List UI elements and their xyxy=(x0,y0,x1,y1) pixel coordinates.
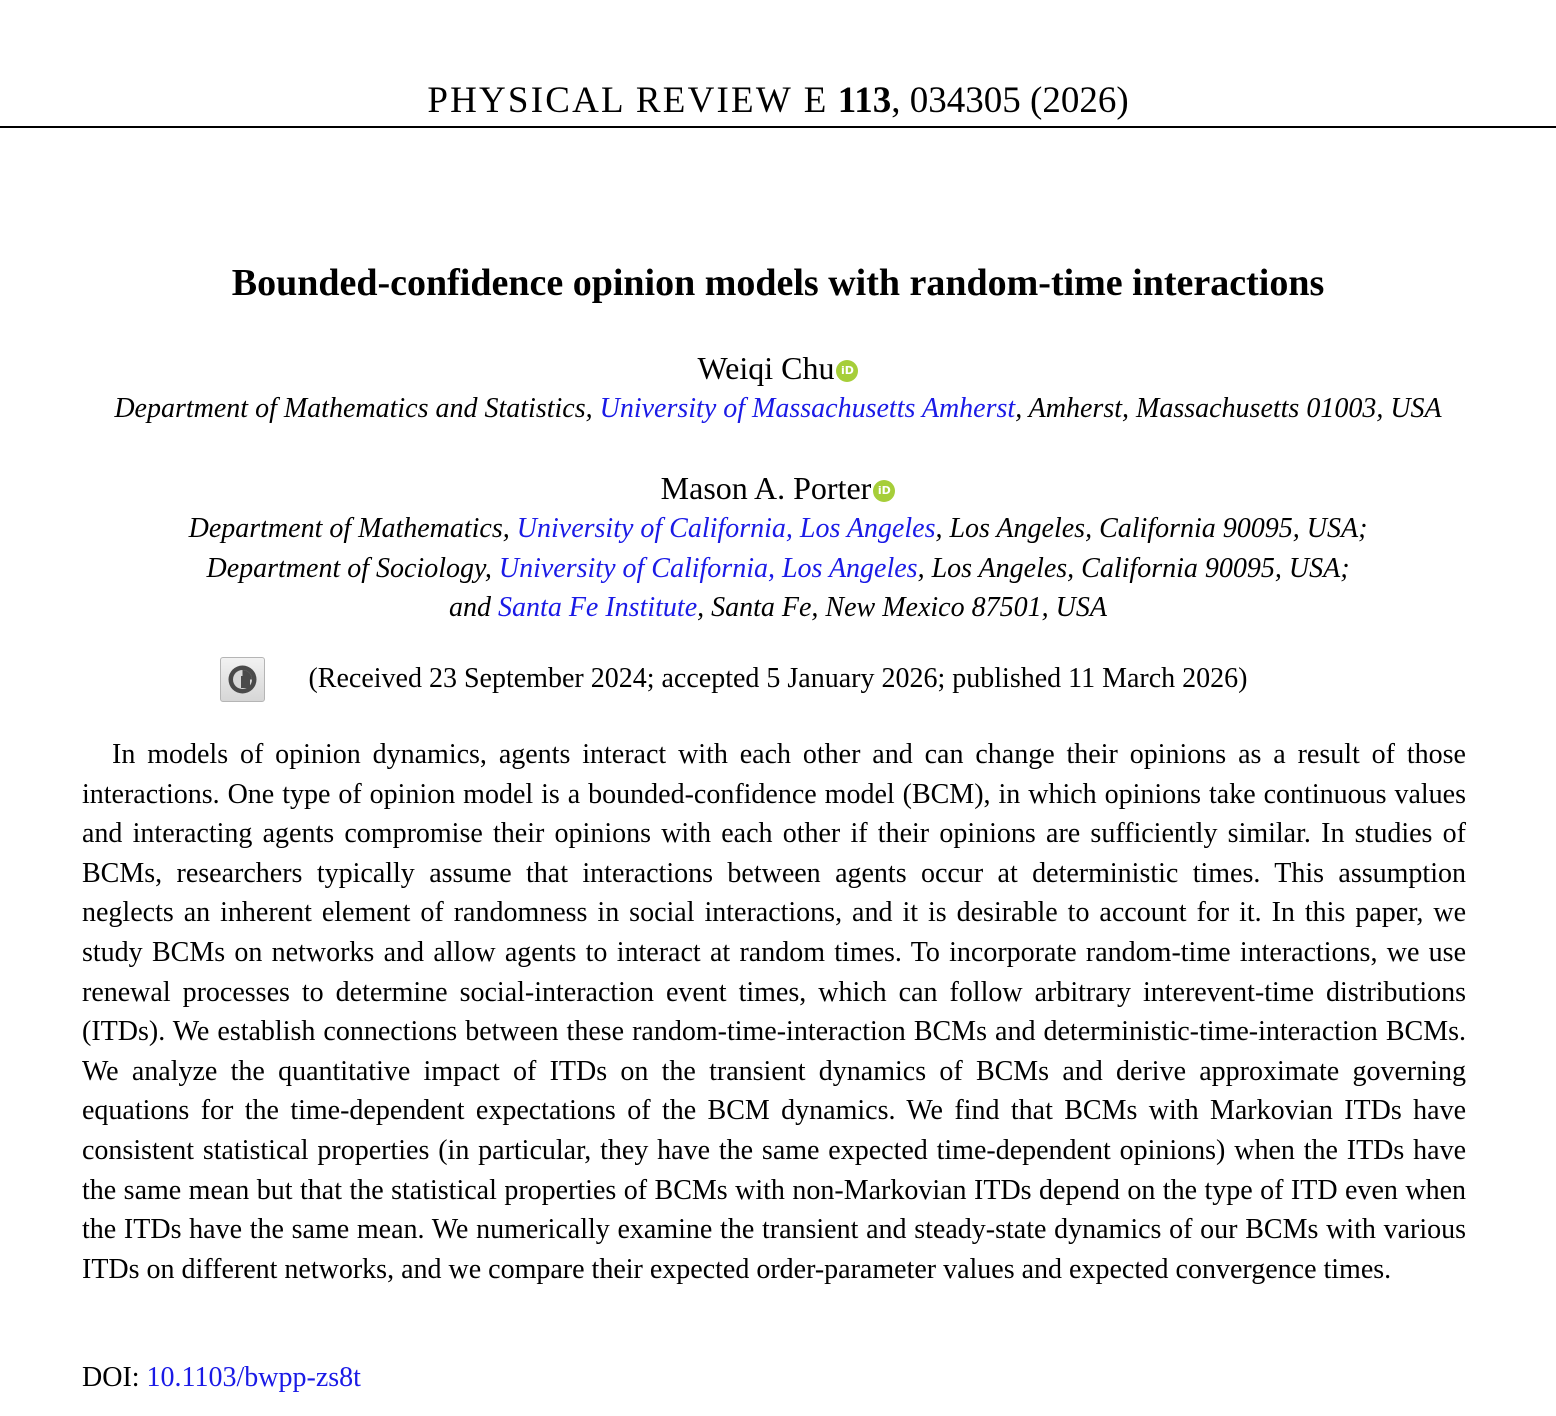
affiliation-line xyxy=(0,509,1556,549)
affiliation-line xyxy=(0,389,1556,429)
author-name: Mason A. Porter xyxy=(660,470,872,506)
doi-link[interactable]: 10.1103/bwpp-zs8t xyxy=(146,1362,361,1393)
journal-citation: , 034305 (2026) xyxy=(891,80,1129,121)
affiliation-text: , Los Angeles, California 90095, USA; xyxy=(917,553,1350,584)
orcid-icon[interactable]: iD xyxy=(836,360,858,382)
affiliation-text: Department of Mathematics and Statistics, xyxy=(114,393,600,424)
affiliation-link[interactable]: University of Massachusetts Amherst xyxy=(599,393,1016,424)
author-name-2 xyxy=(0,468,1556,508)
affiliation-line xyxy=(0,588,1556,628)
author-name-1 xyxy=(0,348,1556,388)
affiliation-line xyxy=(0,549,1556,589)
affiliation-link[interactable]: University of California, Los Angeles xyxy=(498,553,918,584)
doi-label: DOI: xyxy=(82,1362,147,1393)
journal-volume: 113 xyxy=(837,80,892,121)
journal-name: PHYSICAL REVIEW E xyxy=(427,80,829,121)
affiliation-text: , Amherst, Massachusetts 01003, USA xyxy=(1015,393,1442,424)
affiliation-text: , Los Angeles, California 90095, USA; xyxy=(935,513,1368,544)
affiliation-text: , Santa Fe, New Mexico 87501, USA xyxy=(697,592,1107,623)
author-name: Weiqi Chu xyxy=(697,350,835,386)
affiliation-text: Department of Mathematics, xyxy=(188,513,517,544)
affiliation-link[interactable]: Santa Fe Institute xyxy=(498,592,698,623)
orcid-icon[interactable]: iD xyxy=(873,480,895,502)
affiliation-text: and xyxy=(449,592,499,623)
doi-line xyxy=(82,1358,361,1398)
affiliation-text: Department of Sociology, xyxy=(206,553,499,584)
paper-title: Bounded-confidence opinion models with random-time interactions xyxy=(231,262,1325,304)
journal-header xyxy=(0,78,1556,124)
affiliation-link[interactable]: University of California, Los Angeles xyxy=(516,513,936,544)
abstract: In models of opinion dynamics, agents interact with each other and can change their opinions as a result of those interactions. One type of opinion model is a bounded-confidence model (BCM), in which opinions take continuous values and interacting agents compromise their opinions with each other if their opinions are sufficiently similar. In studies of BCMs, researchers typically assume that interactions between agents occur at deterministic times. This assumption neglects an inherent element of randomness in social interactions, and it is desirable to account for it. In this paper, we study BCMs on networks and allow agents to interact at random times. To incorporate random-time interactions, we use renewal processes to determine social-interaction event times, which can follow arbitrary interevent-time distributions (ITDs). We establish connections between these random-time-interaction BCMs and deterministic-time-interaction BCMs. We analyze the quantitative impact of ITDs on the transient dynamics of BCMs and derive approximate governing equations for the time-dependent expectations of the BCM dynamics. We find that BCMs with Markovian ITDs have consistent statistical properties (in particular, they have the same expected time-dependent opinions) when the ITDs have the same mean but that the statistical properties of BCMs with non-Markovian ITDs depend on the type of ITD even when the ITDs have the same mean. We numerically examine the transient and steady-state dynamics of our BCMs with various ITDs on different networks, and we compare their expected order-parameter values and expected convergence times. xyxy=(82,739,1466,1285)
publication-dates: (Received 23 September 2024; accepted 5 January 2026; published 11 March 2026) xyxy=(308,663,1248,694)
header-rule xyxy=(0,126,1556,128)
